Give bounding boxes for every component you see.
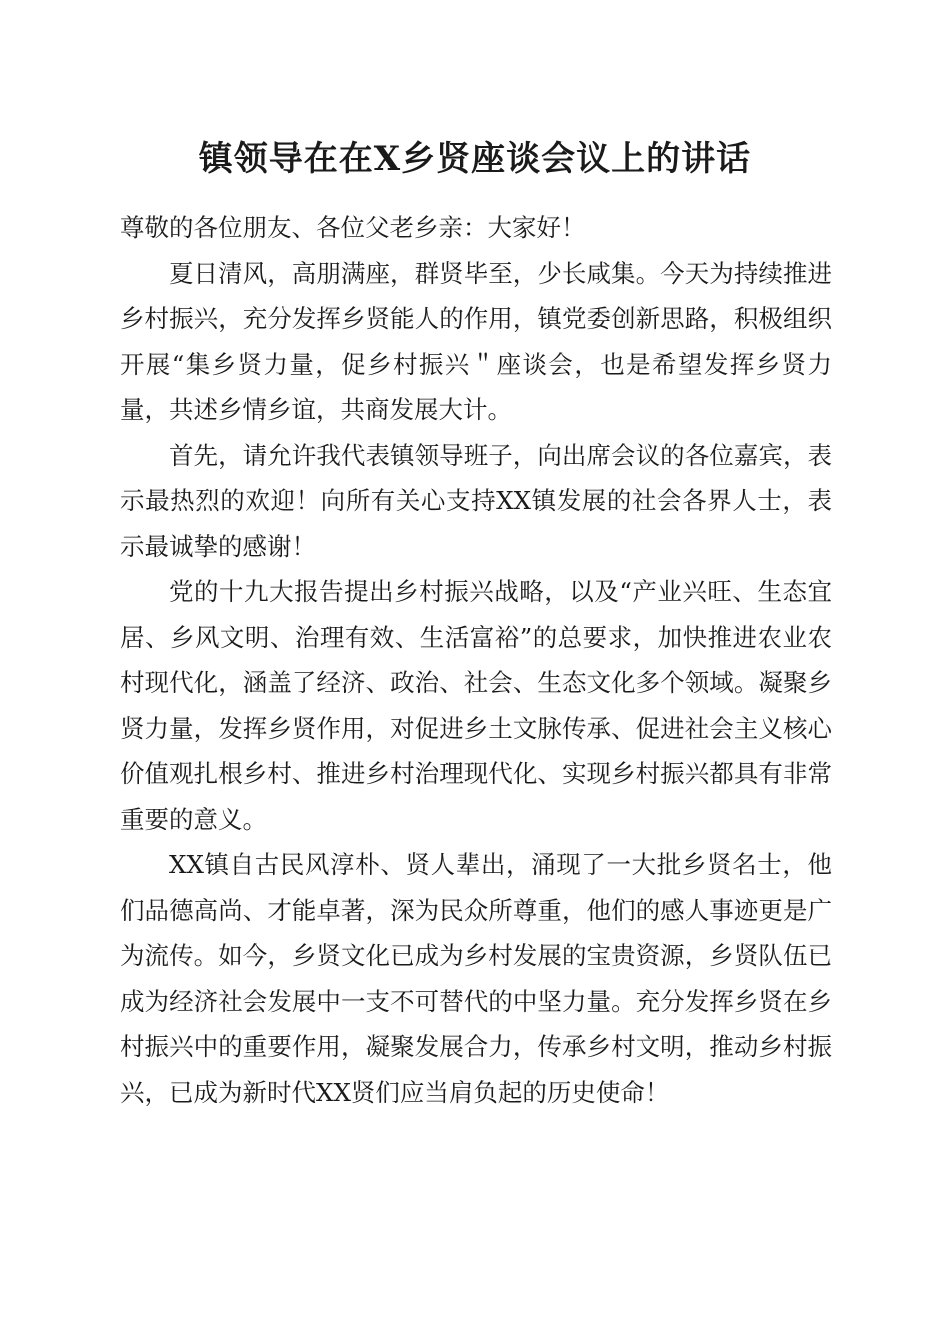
- document-title: 镇领导在在X乡贤座谈会议上的讲话: [198, 139, 752, 179]
- salutation: 尊敬的各位朋友、各位父老乡亲：大家好！: [120, 213, 586, 242]
- paragraph-3: 党的十九大报告提出乡村振兴战略，以及“产业兴旺、生态宜居、乡风文明、治理有效、生活富裕”的总要求，加快推进农业农村现代化，涵盖了经济、政治、社会、生态文化多个领域。凝聚乡贤力量，发挥乡贤作用，对促进乡土文脉传承、促进社会主义核心价值观扎根乡村、推进乡村治理现代化、实现乡村振兴都具有非常重要的意义。: [120, 577, 832, 834]
- paragraph-2: 首先，请允许我代表镇领导班子，向出席会议的各位嘉宾，表示最热烈的欢迎！向所有关心支持XX镇发展的社会各界人士，表示最诚挚的感谢！: [120, 440, 832, 561]
- paragraph-4: XX镇自古民风淳朴、贤人辈出，涌现了一大批乡贤名士，他们品德高尚、才能卓著，深为民众所尊重，他们的感人事迹更是广为流传。如今，乡贤文化已成为乡村发展的宝贵资源，乡贤队伍已成为经济社会发展中一支不可替代的中坚力量。充分发挥乡贤在乡村振兴中的重要作用，凝聚发展合力，传承乡村文明，推动乡村振兴，已成为新时代XX贤们应当肩负起的历史使命！: [120, 850, 832, 1107]
- paragraph-1: 夏日清风，高朋满座，群贤毕至，少长咸集。今天为持续推进乡村振兴，充分发挥乡贤能人的作用，镇党委创新思路，积极组织开展“集乡贤力量，促乡村振兴＂座谈会，也是希望发挥乡贤力量，共述乡情乡谊，共商发展大计。: [120, 258, 832, 424]
- document-body: [120, 205, 832, 1115]
